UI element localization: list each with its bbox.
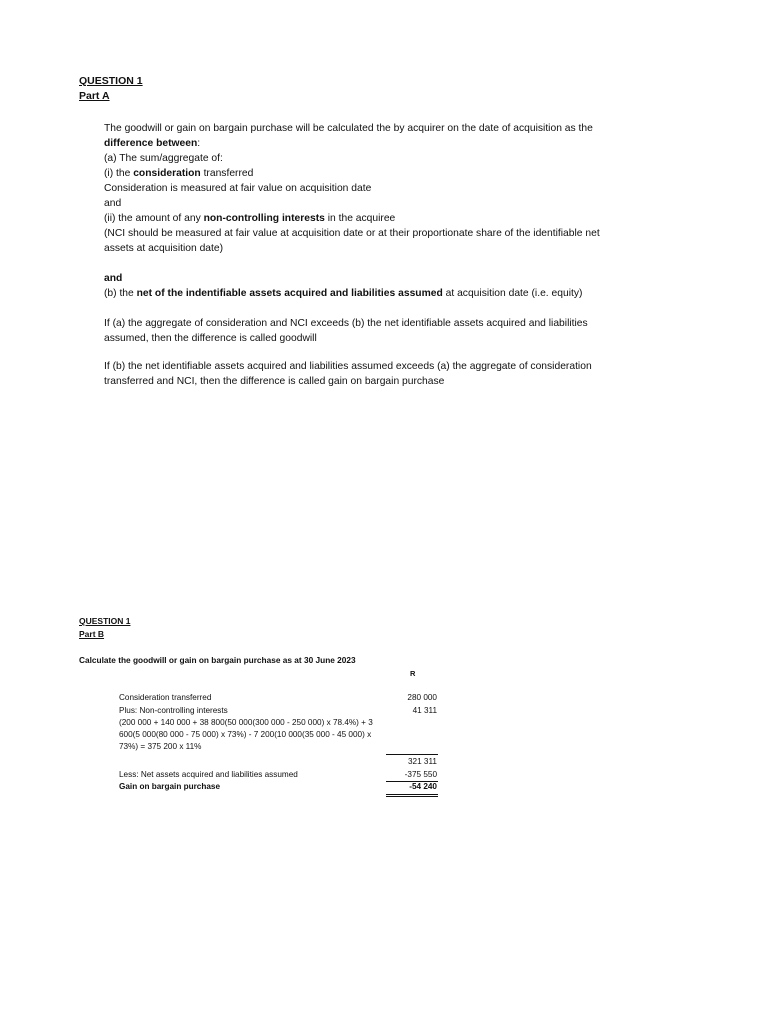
subtotal-rule (386, 754, 438, 755)
result-value: -54 240 (409, 782, 437, 791)
net-assets-value: -375 550 (404, 770, 437, 779)
nci-workings: (200 000 + 140 000 + 38 800(50 000(300 000 - 250 000) x 78.4%) + 3 600(5 000(80 000 - 75 000) x 73%) - 7 200(10 000(35 000 - 45 000) x 73%) = 375 200 x 11% (119, 718, 373, 751)
line-b-bold: net of the indentifiable assets acquired and liabilities assumed (136, 288, 443, 299)
result-double-rule-1 (386, 794, 438, 795)
line-ii-start: (ii) the amount of any (104, 213, 204, 224)
part-b-question-heading: QUESTION 1 (79, 616, 131, 626)
line-i (104, 166, 624, 181)
consideration-label: Consideration transferred (119, 693, 212, 702)
line-b-start: (b) the (104, 288, 137, 299)
line-a: (a) The sum/aggregate of: (104, 153, 223, 164)
line-b-end: at acquisition date (i.e. equity) (442, 288, 583, 299)
definition-colon: : (197, 138, 201, 149)
line-b (104, 286, 624, 301)
nci-value: 41 311 (412, 706, 437, 715)
line-ii (104, 211, 624, 226)
gain-paragraph: If (b) the net identifiable assets acquired and liabilities assumed exceeds (a) the aggregate of consideration transferred and NCI, then the difference is called gain on bargain purchase (104, 361, 592, 387)
line-nci: (NCI should be measured at fair value at acquisition date or at their proportionate share of the identifiable net assets at acquisition date) (104, 228, 600, 254)
subtotal-value: 321 311 (408, 757, 437, 766)
definition-text: The goodwill or gain on bargain purchase will be calculated the by acquirer on the date of acquisition as the (104, 123, 593, 134)
currency-column-header: R (410, 669, 416, 678)
line-consideration: Consideration is measured at fair value on acquisition date (104, 183, 372, 194)
part-a-explanation (104, 121, 624, 389)
line-i-start: (i) the (104, 168, 134, 179)
consideration-value: 280 000 (407, 693, 437, 702)
definition-paragraph (104, 121, 624, 151)
line-ii-end: in the acquiree (324, 213, 396, 224)
result-label: Gain on bargain purchase (119, 782, 221, 791)
definition-bold-term: difference between (104, 138, 198, 149)
result-double-rule-2 (386, 796, 438, 797)
part-b-part-heading: Part B (79, 629, 105, 639)
nci-label: Plus: Non-controlling interests (119, 706, 228, 715)
line-ii-bold: non-controlling interests (203, 213, 325, 224)
part-a-part-heading: Part A (79, 90, 110, 102)
goodwill-paragraph: If (a) the aggregate of consideration and NCI exceeds (b) the net identifiable assets acquired and liabilities assumed, then the difference is called goodwill (104, 318, 588, 344)
line-and-2: and (104, 273, 123, 284)
net-assets-label: Less: Net assets acquired and liabilities assumed (119, 770, 298, 779)
part-b-instruction: Calculate the goodwill or gain on bargain purchase as at 30 June 2023 (79, 655, 356, 665)
part-a-question-heading: QUESTION 1 (79, 75, 143, 87)
line-and-1: and (104, 198, 122, 209)
line-i-end: transferred (200, 168, 254, 179)
line-i-bold: consideration (133, 168, 201, 179)
